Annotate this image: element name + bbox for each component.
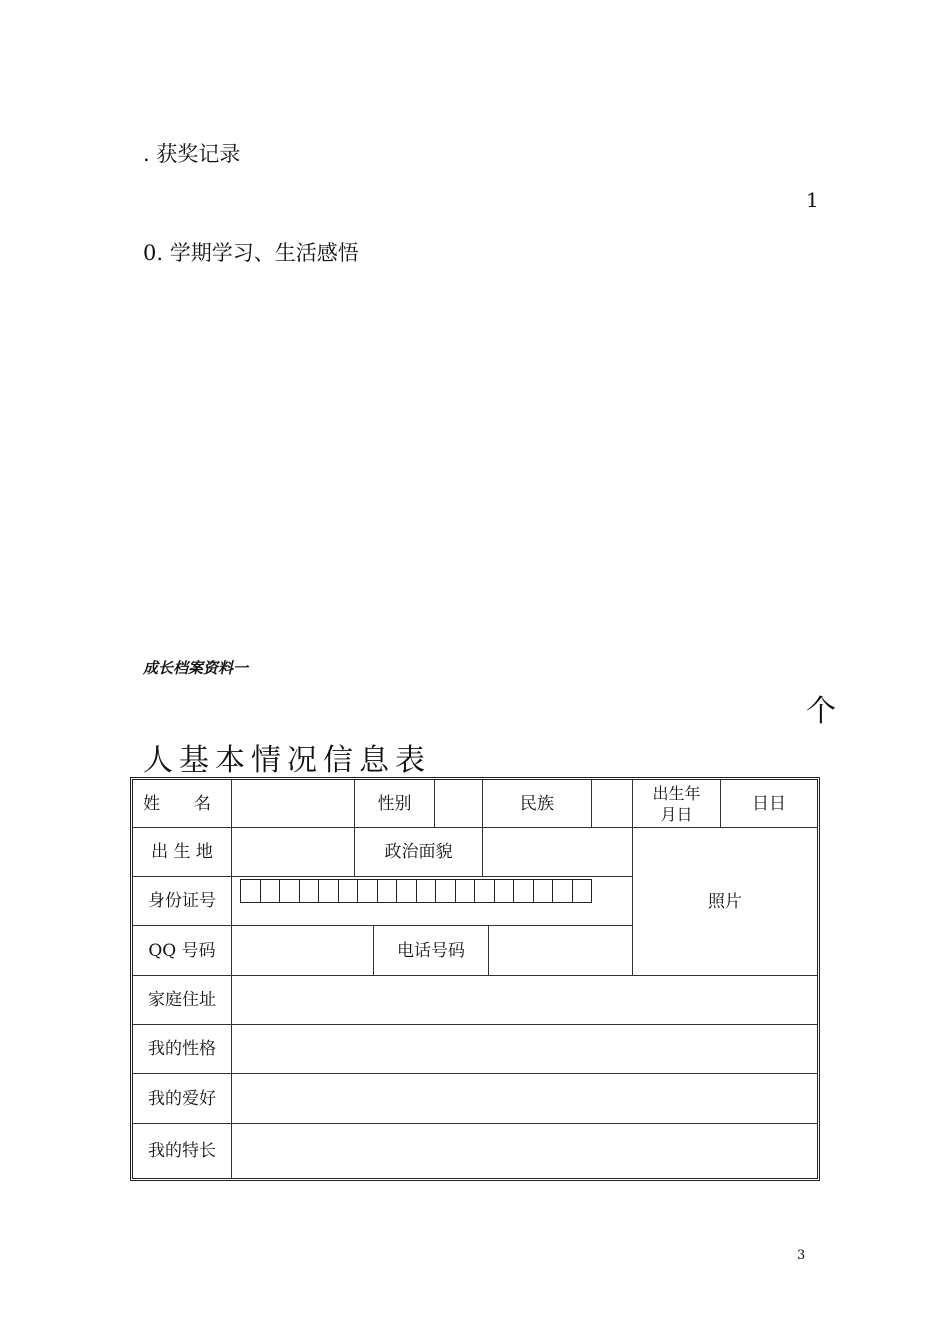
id-digit-box[interactable]	[339, 880, 359, 902]
id-digit-box[interactable]	[378, 880, 398, 902]
address-label: 家庭住址	[148, 990, 216, 1010]
birthplace-label: 出 生 地	[151, 842, 213, 862]
talent-field[interactable]	[232, 1124, 817, 1178]
id-digit-box[interactable]	[456, 880, 476, 902]
id-digit-box[interactable]	[397, 880, 417, 902]
title-fragment: 个	[806, 694, 836, 729]
form-title: 人基本情况信息表	[143, 743, 431, 778]
phone-field[interactable]	[489, 926, 632, 975]
reflection-heading: 0. 学期学习、生活感悟	[143, 241, 359, 265]
award-heading: . 获奖记录	[143, 142, 241, 166]
talent-label: 我的特长	[148, 1141, 216, 1161]
address-field[interactable]	[232, 976, 817, 1024]
gender-label: 性别	[377, 793, 412, 814]
hobby-label: 我的爱好	[148, 1088, 216, 1109]
hobby-field[interactable]	[232, 1074, 817, 1123]
photo-area[interactable]: 照片	[708, 891, 742, 912]
id-digit-box[interactable]	[300, 880, 320, 902]
birth-label-line1: 出生年	[652, 783, 701, 803]
birth-label	[633, 780, 720, 827]
id-digit-box[interactable]	[475, 880, 495, 902]
political-field[interactable]	[483, 828, 632, 876]
name-field[interactable]	[232, 780, 354, 827]
id-digit-box[interactable]	[553, 880, 573, 902]
id-digit-box[interactable]	[495, 880, 515, 902]
id-digit-box[interactable]	[241, 880, 261, 902]
id-digit-box[interactable]	[417, 880, 437, 902]
qq-field[interactable]	[232, 926, 373, 975]
qq-label: QQ 号码	[148, 940, 216, 961]
id-digit-box[interactable]	[436, 880, 456, 902]
id-digit-box[interactable]	[319, 880, 339, 902]
ethnicity-label: 民族	[520, 793, 554, 814]
id-number-boxes[interactable]	[240, 879, 592, 903]
id-label: 身份证号	[148, 891, 216, 911]
phone-label: 电话号码	[397, 940, 465, 961]
birth-day-label: 日日	[752, 793, 786, 814]
birthplace-field[interactable]	[232, 828, 354, 876]
id-digit-box[interactable]	[573, 880, 592, 902]
birth-label-line2: 月日	[660, 804, 693, 824]
personality-field[interactable]	[232, 1025, 817, 1073]
id-digit-box[interactable]	[261, 880, 281, 902]
political-label: 政治面貌	[384, 842, 453, 862]
id-digit-box[interactable]	[534, 880, 554, 902]
page-number: 3	[797, 1248, 806, 1263]
gender-field[interactable]	[435, 780, 482, 827]
ethnicity-field[interactable]	[592, 780, 632, 827]
id-digit-box[interactable]	[280, 880, 300, 902]
archive-label: 成长档案资料一	[143, 659, 249, 677]
personality-label: 我的性格	[148, 1039, 216, 1059]
page-number-fragment: 1	[806, 188, 819, 212]
id-digit-box[interactable]	[514, 880, 534, 902]
name-label: 姓 名	[143, 793, 211, 814]
id-digit-box[interactable]	[358, 880, 378, 902]
